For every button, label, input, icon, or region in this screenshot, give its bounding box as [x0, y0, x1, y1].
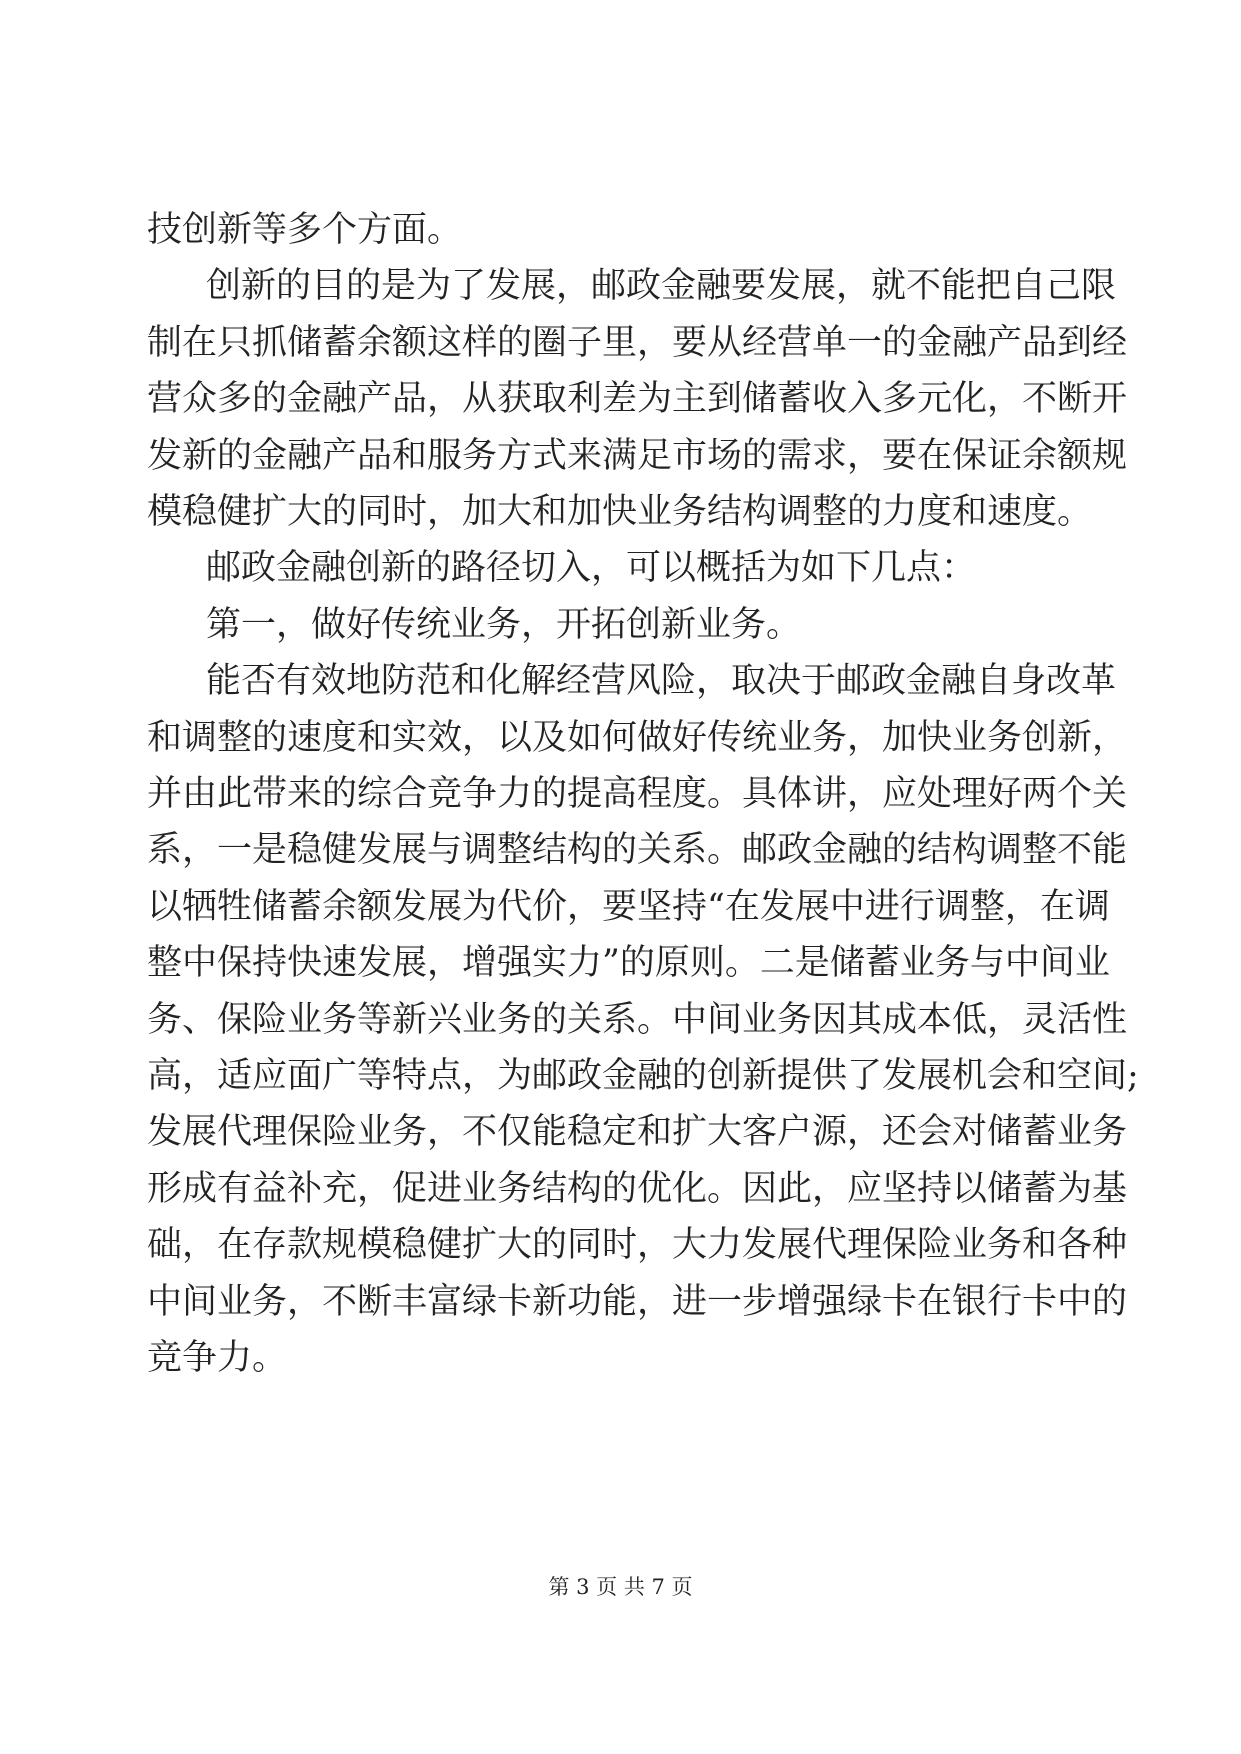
- body-line-19: 础，在存款规模稳健扩大的同时，大力发展代理保险业务和各种: [147, 1225, 1128, 1265]
- body-line-8: 第一，做好传统业务，开拓创新业务。: [206, 605, 802, 645]
- body-line-10: 和调整的速度和实效，以及如何做好传统业务，加快业务创新，: [147, 718, 1128, 758]
- body-line-13: 以牺牲储蓄余额发展为代价，要坚持“在发展中进行调整，在调: [147, 887, 1110, 927]
- body-line-11: 并由此带来的综合竞争力的提高程度。具体讲，应处理好两个关: [147, 774, 1128, 814]
- body-line-7: 邮政金融创新的路径切入，可以概括为如下几点：: [206, 548, 977, 588]
- body-line-3: 制在只抓储蓄余额这样的圈子里，要从经营单一的金融产品到经: [147, 323, 1128, 363]
- body-line-21: 竞争力。: [147, 1338, 288, 1378]
- body-line-16: 高，适应面广等特点，为邮政金融的创新提供了发展机会和空间;: [147, 1056, 1139, 1096]
- body-line-12: 系，一是稳健发展与调整结构的关系。邮政金融的结构调整不能: [147, 830, 1128, 870]
- body-line-14: 整中保持快速发展，增强实力”的原则。二是储蓄业务与中间业: [147, 943, 1110, 983]
- body-line-5: 发新的金融产品和服务方式来满足市场的需求，要在保证余额规: [147, 436, 1128, 476]
- body-line-1: 技创新等多个方面。: [147, 210, 463, 250]
- body-line-18: 形成有益补充，促进业务结构的优化。因此，应坚持以储蓄为基: [147, 1169, 1128, 1209]
- body-line-15: 务、保险业务等新兴业务的关系。中间业务因其成本低，灵活性: [147, 1000, 1128, 1040]
- body-line-4: 营众多的金融产品，从获取利差为主到储蓄收入多元化，不断开: [147, 379, 1128, 419]
- body-line-9: 能否有效地防范和化解经营风险，取决于邮政金融自身改革: [206, 661, 1117, 701]
- page-number-footer: 第 3 页 共 7 页: [548, 1575, 693, 1599]
- body-line-20: 中间业务，不断丰富绿卡新功能，进一步增强绿卡在银行卡中的: [147, 1282, 1128, 1322]
- body-line-17: 发展代理保险业务，不仅能稳定和扩大客户源，还会对储蓄业务: [147, 1112, 1128, 1152]
- body-line-2: 创新的目的是为了发展，邮政金融要发展，就不能把自己限: [206, 266, 1117, 306]
- body-line-6: 模稳健扩大的同时，加大和加快业务结构调整的力度和速度。: [147, 492, 1093, 532]
